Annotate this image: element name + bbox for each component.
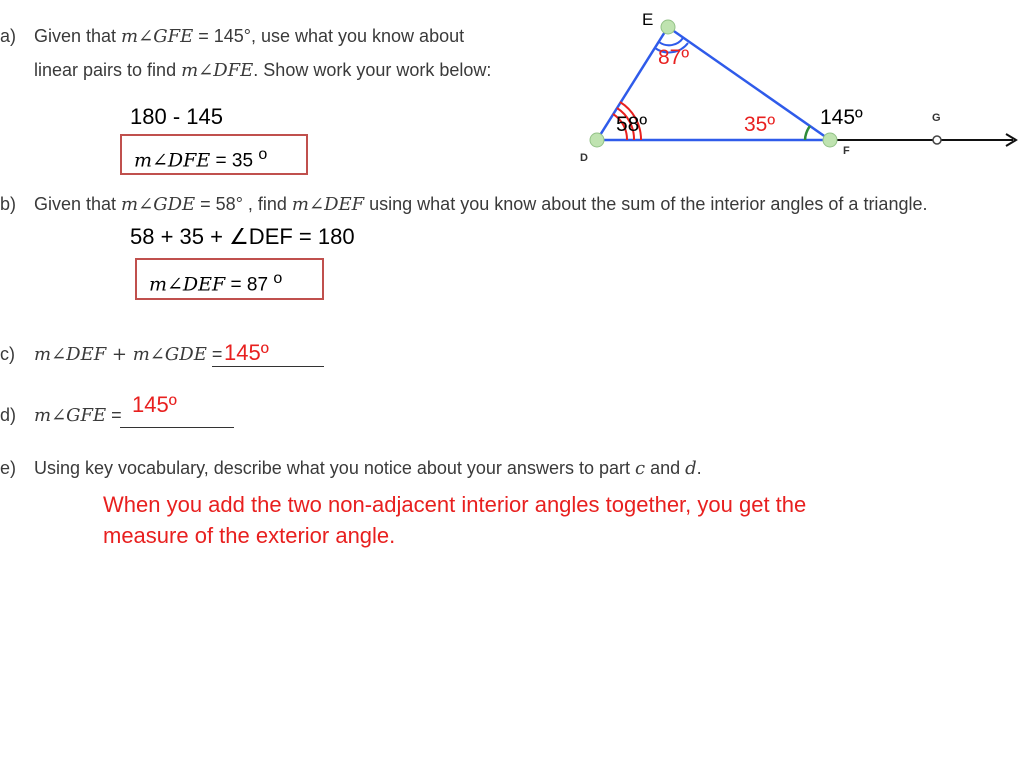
label-e: E bbox=[642, 10, 654, 29]
angle-f-interior-value: 35º bbox=[744, 113, 776, 136]
label-g: G bbox=[932, 112, 941, 124]
point-g bbox=[933, 136, 941, 144]
question-e-prefix: Using key vocabulary, describe what you notice about your answers to part bbox=[34, 458, 635, 478]
question-c-letter: c) bbox=[0, 344, 15, 364]
question-b-angle-def: m∠DEF bbox=[291, 194, 365, 215]
answer-e: When you add the two non-adjacent interior angles together, you get the measure of the exterior angle. bbox=[103, 492, 807, 548]
question-a-prefix: Given that bbox=[34, 26, 122, 46]
question-d-letter: d) bbox=[0, 405, 17, 425]
question-e-d: d bbox=[685, 458, 697, 479]
question-c-equals: = bbox=[206, 344, 223, 364]
answer-box-a bbox=[120, 134, 308, 175]
work-b: 58 + 35 + ∠DEF = 180 bbox=[130, 224, 355, 249]
question-b-prefix: Given that bbox=[34, 194, 122, 214]
question-e-period: . bbox=[696, 458, 702, 478]
answer-b-degree: o bbox=[273, 270, 283, 287]
answer-a-value: = 35 bbox=[210, 150, 254, 172]
answer-b-value: = 87 bbox=[225, 274, 269, 296]
answer-blank-d bbox=[120, 427, 234, 428]
question-b-angle-gde: m∠GDE bbox=[121, 194, 196, 215]
angle-d-value: 58º bbox=[616, 113, 648, 136]
point-d bbox=[590, 133, 604, 147]
answer-a-angle: m∠DFE bbox=[134, 149, 211, 172]
label-f: F bbox=[843, 145, 850, 157]
question-b-value: = 58° bbox=[195, 194, 243, 214]
question-e-letter: e) bbox=[0, 458, 17, 478]
answer-b-angle: m∠DEF bbox=[149, 273, 226, 296]
question-b-suffix: using what you know about the sum of the interior angles of a triangle. bbox=[364, 194, 928, 214]
answer-blank-c bbox=[212, 366, 324, 367]
question-b-middle: , find bbox=[242, 194, 292, 214]
question-d-equals: = bbox=[106, 405, 122, 425]
question-b-letter: b) bbox=[0, 194, 17, 214]
question-a-value: = 145° bbox=[193, 26, 251, 46]
angle-e-value: 87º bbox=[658, 46, 690, 69]
angle-f-arc bbox=[805, 126, 810, 140]
question-d-expression: m∠GFE bbox=[34, 405, 107, 426]
answer-a-degree: o bbox=[258, 146, 268, 163]
point-f bbox=[823, 133, 837, 147]
question-e-c: c bbox=[634, 458, 646, 479]
question-a-letter: a) bbox=[0, 26, 17, 46]
question-c-expression: m∠DEF + m∠GDE bbox=[34, 344, 207, 365]
question-a-line2-prefix: linear pairs to find bbox=[34, 60, 182, 80]
answer-d: 145º bbox=[132, 392, 177, 417]
point-e bbox=[661, 20, 675, 34]
question-e-and: and bbox=[645, 458, 686, 478]
question-a-angle-dfe: m∠DFE bbox=[181, 60, 254, 81]
question-a-suffix: , use what you know about bbox=[250, 26, 465, 46]
angle-f-exterior-value: 145º bbox=[820, 106, 863, 129]
answer-c: 145º bbox=[224, 340, 269, 365]
question-a-line2-suffix: . Show work your work below: bbox=[253, 60, 492, 80]
work-a: 180 - 145 bbox=[130, 104, 223, 129]
question-a-angle-gfe: m∠GFE bbox=[121, 26, 194, 47]
label-d: D bbox=[580, 152, 588, 164]
answer-box-b bbox=[135, 258, 324, 300]
